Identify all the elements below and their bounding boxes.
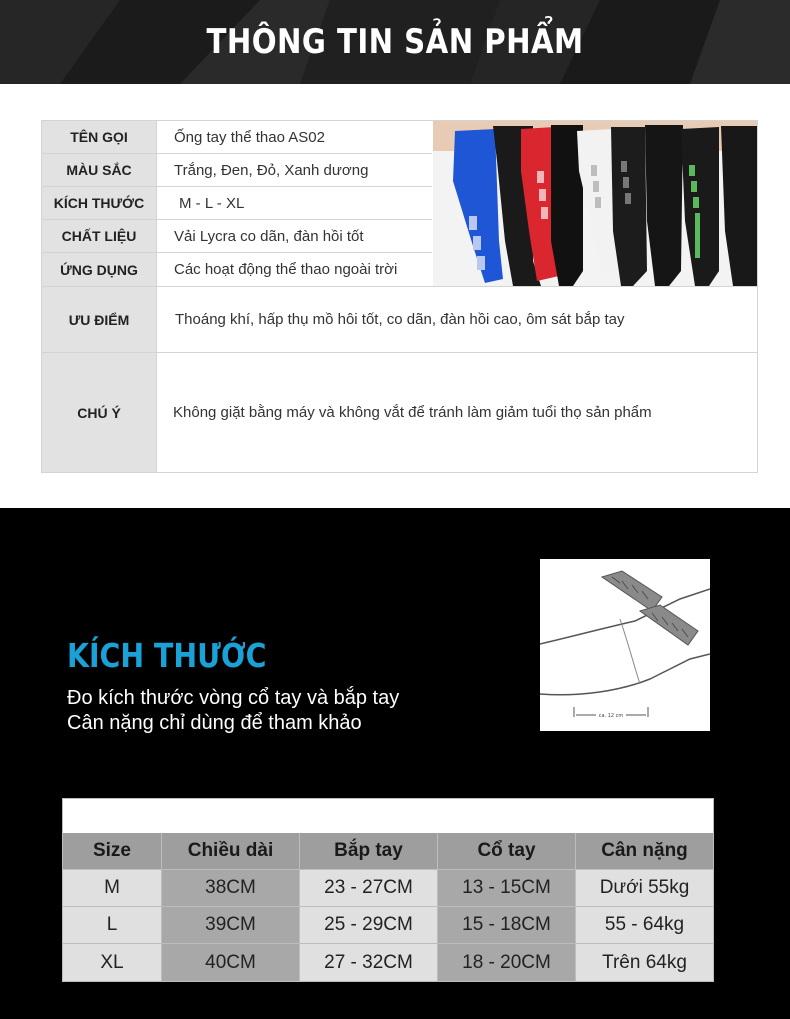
info-row-name [42,121,432,154]
size-table-cell: XL [63,944,162,981]
info-label: ƯU ĐIỂM [42,287,157,352]
product-info-table [41,120,758,473]
info-label: KÍCH THƯỚC [42,187,157,219]
size-table-header: Cổ tay [438,833,576,870]
size-table-header: Cân nặng [576,833,713,870]
size-table-cell: M [63,870,162,907]
size-table-cell: 13 - 15CM [438,870,576,907]
info-value: Thoáng khí, hấp thụ mồ hôi tốt, co dãn, đàn hồi cao, ôm sát bắp tay [175,311,625,328]
size-table-cell: 55 - 64kg [576,907,713,944]
size-section [0,508,790,1019]
size-table-cell: Dưới 55kg [576,870,713,907]
info-label: MÀU SẮC [42,154,157,186]
size-table-cell: Trên 64kg [576,944,713,981]
info-value: Vải Lycra co dãn, đàn hồi tốt [174,227,364,245]
info-label: CHẤT LIỆU [42,220,157,252]
info-row-size [42,187,432,220]
size-table-header: Chiều dài [162,833,300,870]
product-photo [433,121,757,286]
size-table-cell: 15 - 18CM [438,907,576,944]
size-description: Đo kích thước vòng cổ tay và bắp tay [67,687,400,709]
size-table-cell: 27 - 32CM [300,944,438,981]
size-table-header: Bắp tay [300,833,438,870]
info-label: TÊN GỌI [42,121,157,153]
info-label: ỨNG DỤNG [42,253,157,286]
size-table-cell: 23 - 27CM [300,870,438,907]
sleeves-illustration [433,121,757,286]
info-value: M - L - XL [179,194,245,212]
size-table-cell: L [63,907,162,944]
header-banner [0,0,790,84]
info-value: Các hoạt động thể thao ngoài trời [174,261,398,278]
info-row-note [42,353,757,472]
measure-diagram [540,559,710,731]
size-table-cell: 18 - 20CM [438,944,576,981]
info-value: Trắng, Đen, Đỏ, Xanh dương [174,161,369,179]
size-table-cell: 38CM [162,870,300,907]
size-table-cell: 40CM [162,944,300,981]
info-label: CHÚ Ý [42,353,157,472]
info-row-usage [42,253,432,286]
size-table-cell: 39CM [162,907,300,944]
diagram-label: ca. 12 cm [598,713,624,719]
info-row-advantages [42,286,757,353]
info-row-color [42,154,432,187]
info-value: Không giặt bằng máy và không vắt để tránh làm giảm tuổi thọ sản phẩm [173,404,652,421]
size-description: Cân nặng chỉ dùng để tham khảo [67,712,362,734]
arm-measure-illustration [540,559,710,731]
size-table-cell: 25 - 29CM [300,907,438,944]
size-heading: KÍCH THƯỚC [67,636,267,675]
size-table [62,798,714,982]
info-row-material [42,220,432,253]
info-value: Ống tay thể thao AS02 [174,128,325,146]
page-title: THÔNG TIN SẢN PHẨM [206,22,584,62]
size-table-header: Size [63,833,162,870]
